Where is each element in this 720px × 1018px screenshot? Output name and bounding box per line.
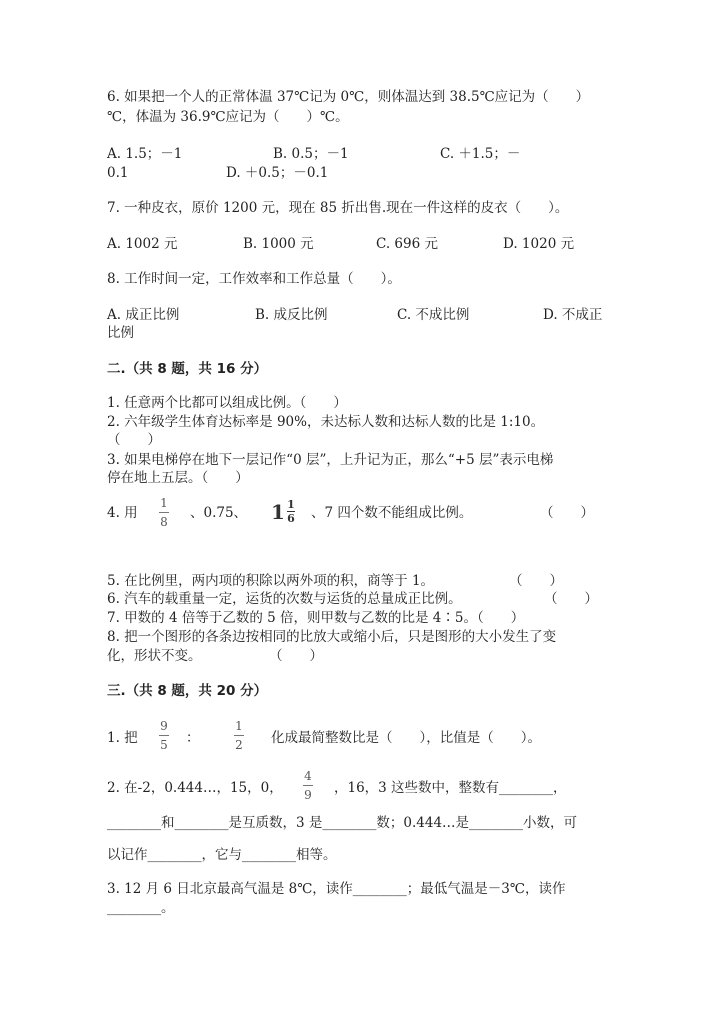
fraction-denominator: 6	[287, 512, 295, 525]
fraction-denominator: 9	[304, 788, 312, 802]
q8-option-d: D. 不成正	[543, 307, 603, 323]
s2-q4-fraction-one-eighth	[159, 497, 169, 529]
s2-q3-line2: 停在地上五层。（ ）	[107, 470, 249, 486]
q7-text: 7. 一种皮衣，原价 1200 元，现在 85 折出售.现在一件这样的皮衣（ ）。	[107, 200, 569, 216]
q6-option-c: C. ＋1.5；－	[440, 146, 521, 162]
s3-q2-prefix: 2. 在-2，0.444…，15，0，	[107, 780, 283, 796]
s3-q1-colon: ：	[186, 730, 200, 746]
s2-q4-suffix: 、7 四个数不能组成比例。	[311, 505, 473, 521]
s3-q2-fraction-four-ninths	[303, 770, 313, 802]
q6-option-b: B. 0.5；－1	[273, 146, 349, 162]
s3-q2-line1-suffix: ，16，3 这些数中，整数有________，	[334, 780, 567, 796]
q6-line1: 6. 如果把一个人的正常体温 37℃记为 0℃，则体温达到 38.5℃应记为（ ）	[107, 89, 590, 105]
s2-q4-prefix: 4. 用	[107, 505, 138, 521]
q6-line2: ℃，体温为 36.9℃应记为（ ）℃。	[107, 109, 349, 125]
s2-q4-mixed-number	[271, 499, 295, 524]
fraction-denominator: 5	[160, 738, 168, 752]
fraction-numerator: 1	[287, 498, 295, 511]
s2-q8-paren: （ ）	[269, 648, 323, 664]
s2-q8-line2: 化，形状不变。	[107, 648, 202, 664]
fraction-bar	[234, 735, 244, 736]
s3-q1-fraction-one-half	[234, 720, 244, 752]
q8-option-b: B. 成反比例	[255, 307, 328, 323]
fraction-bar	[159, 512, 169, 513]
s3-q3-line1: 3. 12 月 6 日北京最高气温是 8℃，读作________；最低气温是－3℃，读作	[107, 881, 566, 897]
s2-q3-line1: 3. 如果电梯停在地下一层记作“0 层”，上升记为正，那么“+5 层”表示电梯	[107, 452, 554, 468]
fraction-bar	[303, 785, 313, 786]
q6-option-c-cont: 0.1	[107, 165, 129, 181]
s2-q1: 1. 任意两个比都可以组成比例。（ ）	[107, 395, 347, 411]
q8-option-a: A. 成正比例	[107, 307, 180, 323]
section2-heading: 二.（共 8 题，共 16 分）	[107, 361, 268, 377]
fraction-bar	[159, 735, 169, 736]
q7-option-b: B. 1000 元	[243, 236, 314, 252]
s3-q1-suffix: 化成最简整数比是（ ），比值是（ ）。	[271, 730, 541, 746]
s2-q4-paren: （ ）	[540, 505, 594, 521]
s3-q2-line3: 以记作________，它与________相等。	[107, 847, 337, 863]
fraction-denominator: 2	[235, 738, 243, 752]
fraction-numerator: 1	[235, 719, 243, 733]
q6-option-d: D. ＋0.5；－0.1	[226, 165, 329, 181]
q7-option-a: A. 1002 元	[107, 236, 178, 252]
s2-q5-paren: （ ）	[509, 573, 563, 589]
q8-text: 8. 工作时间一定，工作效率和工作总量（ ）。	[107, 271, 401, 287]
q8-option-c: C. 不成比例	[397, 307, 470, 323]
s2-q5: 5. 在比例里，两内项的积除以两外项的积，商等于 1。	[107, 573, 435, 589]
fraction-numerator: 1	[160, 496, 168, 510]
s3-q1-fraction-nine-fifths	[159, 720, 169, 752]
s2-q2-line2: （ ）	[107, 432, 161, 448]
mixed-fraction	[287, 499, 295, 524]
fraction-denominator: 8	[160, 515, 168, 529]
s2-q6-paren: （ ）	[544, 591, 598, 607]
section3-heading: 三.（共 8 题，共 20 分）	[107, 683, 268, 699]
q7-option-c: C. 696 元	[376, 236, 438, 252]
fraction-numerator: 4	[304, 769, 312, 783]
s2-q6: 6. 汽车的载重量一定，运货的次数与运货的总量成正比例。	[107, 591, 462, 607]
s3-q2-line2: ________和________是互质数，3 是________数；0.444…是________小数，可	[107, 815, 578, 831]
s2-q4-mid: 、0.75、	[190, 505, 248, 521]
s2-q8-line1: 8. 把一个图形的各条边按相同的比放大或缩小后，只是图形的大小发生了变	[107, 629, 557, 645]
q7-option-d: D. 1020 元	[503, 236, 575, 252]
s3-q3-line2: ________。	[107, 900, 175, 916]
fraction-numerator: 9	[160, 719, 168, 733]
mixed-whole: 1	[271, 499, 285, 524]
s2-q7: 7. 甲数的 4 倍等于乙数的 5 倍，则甲数与乙数的比是 4∶5。（ ）	[107, 610, 525, 626]
s2-q2-line1: 2. 六年级学生体育达标率是 90%，未达标人数和达标人数的比是 1:10。	[107, 414, 545, 430]
q8-option-d-cont: 比例	[107, 325, 134, 341]
q6-option-a: A. 1.5；－1	[107, 146, 183, 162]
s3-q1-prefix: 1. 把	[107, 730, 138, 746]
